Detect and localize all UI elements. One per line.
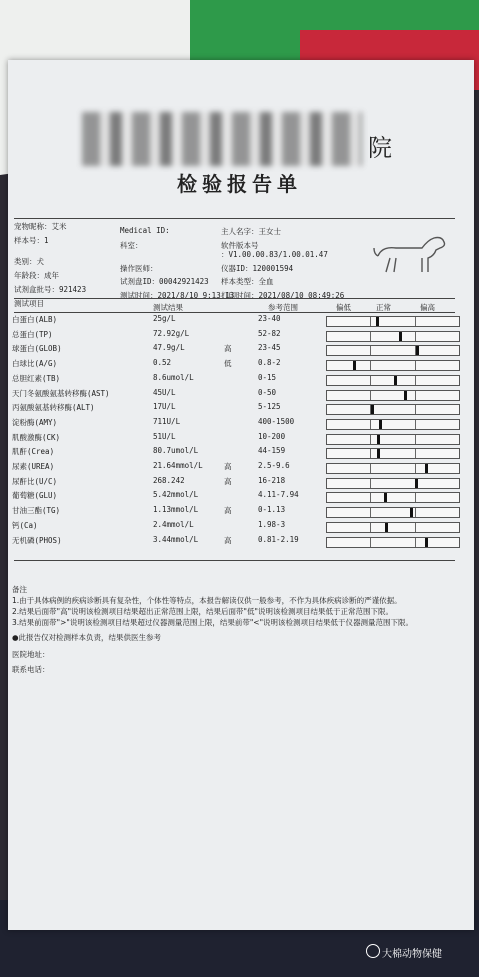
row-flag: 高 xyxy=(224,462,232,471)
row-reference: 400-1500 xyxy=(258,416,295,426)
row-name: 尿素(UREA) xyxy=(12,462,55,471)
row-result: 8.6umol/L xyxy=(153,372,194,382)
row-reference: 5-125 xyxy=(258,402,281,412)
row-reference: 52-82 xyxy=(258,328,281,338)
row-name: 无机磷(PHOS) xyxy=(12,535,62,545)
row-result: 51U/L xyxy=(153,431,176,441)
row-reference: 23-40 xyxy=(258,314,281,323)
row-result: 711U/L xyxy=(153,416,181,426)
row-result: 17U/L xyxy=(153,402,176,412)
divider xyxy=(14,560,455,561)
software-version-value: ：V1.00.00.83/1.00.01.47 xyxy=(221,250,328,259)
watermark-icon xyxy=(366,944,380,958)
row-name: 钙(Ca) xyxy=(12,520,38,530)
redacted-hospital-name xyxy=(82,112,362,166)
reagent-batch: 试剂盒批号：921423 xyxy=(14,285,87,294)
row-reference: 23-45 xyxy=(258,343,281,353)
row-name: 白蛋白(ALB) xyxy=(12,315,58,324)
row-flag: 高 xyxy=(224,476,232,486)
row-reference: 1.98-3 xyxy=(258,519,286,529)
row-reference: 44-159 xyxy=(258,446,286,456)
range-marker xyxy=(415,479,418,488)
row-name: 总蛋白(TP) xyxy=(12,329,53,339)
column-reference: 参考范围 xyxy=(268,303,298,312)
row-result: 3.44mmol/L xyxy=(153,534,199,544)
row-name: 甘油三酯(TG) xyxy=(12,506,61,516)
range-bar xyxy=(326,537,460,548)
range-bar xyxy=(326,434,460,445)
species: 类别：犬 xyxy=(14,257,44,266)
range-marker xyxy=(353,361,356,370)
range-marker xyxy=(399,332,402,341)
row-result: 1.13mmol/L xyxy=(153,505,199,515)
note-2: 2.结果后面带"高"说明该检测项目结果超出正常范围上限，结果后面带"低"说明该检测项目结果低于正常范围下限。 xyxy=(12,607,393,616)
disclaimer: ●此报告仅对检测样本负责，结果供医生参考 xyxy=(12,633,162,642)
range-bar xyxy=(326,507,460,518)
range-marker xyxy=(404,391,407,400)
hospital-address: 医院地址： xyxy=(12,650,50,659)
row-reference: 0.8-2 xyxy=(258,358,281,368)
range-bar xyxy=(326,360,460,371)
row-name: 肌酸激酶(CK) xyxy=(12,432,61,442)
row-name: 尿酐比(U/C) xyxy=(12,476,58,486)
range-bar xyxy=(326,419,460,430)
range-bar xyxy=(326,478,460,489)
pet-name: 宠物昵称：艾米 xyxy=(14,222,67,231)
row-flag: 高 xyxy=(224,344,232,354)
test-time: 测试时间：2021/8/10 9:13:13 xyxy=(120,291,235,300)
range-bar xyxy=(326,448,460,459)
row-name: 天门冬氨酸氨基转移酶(AST) xyxy=(12,388,110,398)
range-marker xyxy=(384,493,387,502)
row-name: 淀粉酶(AMY) xyxy=(12,417,58,427)
note-1: 1.由于具体病例的疾病诊断具有复杂性，个体性等特点，本报告解读仅供一般参考，不作为具体疾病诊断的严谨依据。 xyxy=(12,596,402,605)
row-name: 葡萄糖(GLU) xyxy=(12,491,58,501)
range-bar xyxy=(326,375,460,386)
row-name: 白球比(A/G) xyxy=(12,359,58,369)
hospital-suffix: 院 xyxy=(368,134,392,162)
column-result: 测试结果 xyxy=(153,303,183,312)
range-marker xyxy=(371,405,374,414)
dog-icon xyxy=(372,232,448,276)
range-bar xyxy=(326,390,460,401)
owner-name: 主人名字：王女士 xyxy=(221,227,281,236)
row-reference: 10-200 xyxy=(258,431,286,441)
row-reference: 0.81-2.19 xyxy=(258,534,299,544)
row-reference: 16-218 xyxy=(258,475,286,485)
department: 科室： xyxy=(120,241,143,250)
range-bar xyxy=(326,331,460,342)
notes-section xyxy=(12,584,460,675)
row-flag: 高 xyxy=(224,535,232,545)
range-bar xyxy=(326,522,460,533)
column-normal: 正常 xyxy=(376,303,391,312)
row-result: 5.42mmol/L xyxy=(153,490,199,500)
row-result: 0.52 xyxy=(153,358,172,368)
range-marker xyxy=(416,346,419,355)
operator: 操作医师： xyxy=(120,264,158,273)
range-bar xyxy=(326,345,460,356)
instrument-id: 仪器ID：120001594 xyxy=(221,264,294,273)
row-result: 45U/L xyxy=(153,387,176,397)
medical-id: Medical ID: xyxy=(120,226,170,235)
row-result: 72.92g/L xyxy=(153,328,190,338)
range-marker xyxy=(379,420,382,429)
column-test-item: 测试项目 xyxy=(14,299,44,308)
range-bar xyxy=(326,316,460,327)
row-reference: 0-50 xyxy=(258,387,277,397)
divider xyxy=(14,218,455,219)
row-name: 丙氨酸氨基转移酶(ALT) xyxy=(12,403,95,413)
divider xyxy=(14,298,455,299)
row-flag: 高 xyxy=(224,506,232,516)
range-marker xyxy=(425,464,428,473)
range-marker xyxy=(377,435,380,444)
row-name: 球蛋白(GLOB) xyxy=(12,344,62,354)
notes-heading: 备注 xyxy=(12,585,27,594)
row-reference: 0-1.13 xyxy=(258,505,286,515)
row-reference: 0-15 xyxy=(258,372,277,382)
contact-phone: 联系电话： xyxy=(12,665,50,674)
range-bar xyxy=(326,404,460,415)
row-name: 总胆红素(TB) xyxy=(12,373,61,383)
row-flag: 低 xyxy=(224,359,232,369)
print-time: 打印时间：2021/08/10 08:49:26 xyxy=(221,291,345,300)
range-marker xyxy=(376,317,379,326)
age-group: 年龄段：成年 xyxy=(14,271,59,280)
range-marker xyxy=(394,376,397,385)
software-version-label: 软件版本号 xyxy=(221,241,259,250)
range-marker xyxy=(385,523,388,532)
row-reference: 4.11-7.94 xyxy=(258,490,299,500)
row-result: 21.64mmol/L xyxy=(153,461,203,470)
divider xyxy=(14,312,455,313)
sample-type: 样本类型：全血 xyxy=(221,277,274,286)
row-result: 25g/L xyxy=(153,314,176,323)
column-high: 偏高 xyxy=(420,303,435,312)
row-result: 80.7umol/L xyxy=(153,446,199,456)
column-low: 偏低 xyxy=(336,303,351,312)
row-result: 268.242 xyxy=(153,475,185,485)
range-marker xyxy=(425,538,428,547)
test-disk-id: 试剂盘ID：00042921423 xyxy=(120,277,209,286)
range-bar xyxy=(326,463,460,474)
sample-number: 样本号：1 xyxy=(14,236,49,245)
watermark-text: 大棉动物保健 xyxy=(382,949,442,960)
row-result: 2.4mmol/L xyxy=(153,519,194,529)
row-name: 肌酐(Crea) xyxy=(12,447,55,457)
row-result: 47.9g/L xyxy=(153,343,185,353)
row-reference: 2.5-9.6 xyxy=(258,461,290,470)
note-3: 3.结果前面带">"说明该检测项目结果超过仪器测量范围上限，结果前带"<"说明该检测项目结果低于仪器测量范围下限。 xyxy=(12,618,414,627)
range-bar xyxy=(326,492,460,503)
report-title: 检验报告单 xyxy=(177,172,302,196)
range-marker xyxy=(410,508,413,517)
range-marker xyxy=(377,449,380,458)
